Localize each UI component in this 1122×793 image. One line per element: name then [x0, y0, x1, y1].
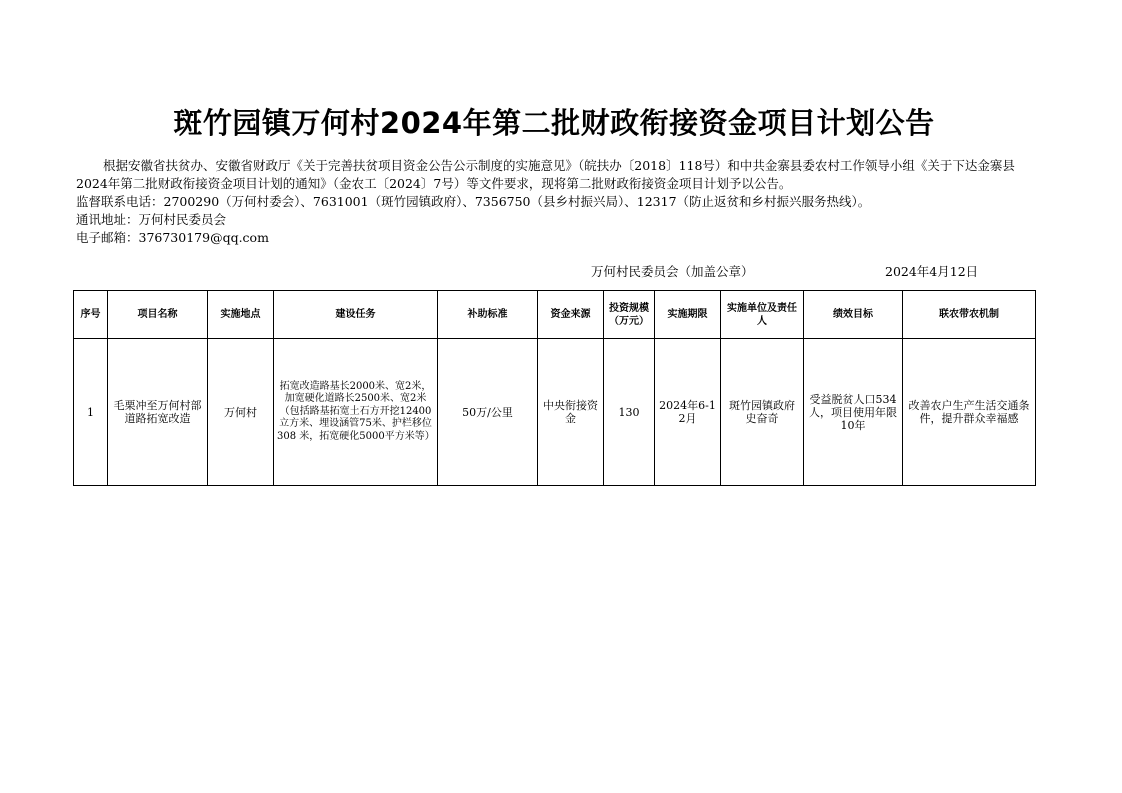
cell-subsidy-standard: 50万/公里: [438, 339, 538, 486]
header-cell: 建设任务: [274, 291, 438, 339]
header-cell: 实施地点: [208, 291, 274, 339]
cell-performance-goal: 受益脱贫人口534人，项目使用年限10年: [804, 339, 903, 486]
intro-paragraph: 根据安徽省扶贫办、安徽省财政厅《关于完善扶贫项目资金公告公示制度的实施意见》（皖扶办〔2018〕118号）和中共金寨县委农村工作领导小组《关于下达金寨县2024年第二批财政衔接资金项目计划的通知》（金农工〔2024〕7号）等文件要求，现将第二批财政衔接资金项目计划予以公告。: [76, 158, 1015, 191]
signature-org: 万何村民委员会（加盖公章）: [591, 264, 754, 279]
page-title: 斑竹园镇万何村2024年第二批财政衔接资金项目计划公告: [173, 106, 935, 140]
table-header-row: [74, 291, 1036, 339]
project-table: [73, 290, 1036, 486]
table-row: [74, 339, 1036, 486]
cell-investment: 130: [604, 339, 655, 486]
phone-line: 监督联系电话：2700290（万何村委会）、7631001（斑竹园镇政府）、7356750（县乡村振兴局）、12317（防止返贫和乡村振兴服务热线）。: [76, 194, 871, 209]
header-cell: 绩效目标: [804, 291, 903, 339]
cell-fund-source: 中央衔接资金: [538, 339, 604, 486]
cell-location: 万何村: [208, 339, 274, 486]
address-line: 通讯地址：万何村民委员会: [76, 212, 227, 227]
signature-date: 2024年4月12日: [885, 264, 979, 279]
header-cell: 序号: [74, 291, 108, 339]
header-cell: 补助标准: [438, 291, 538, 339]
announcement-body: [76, 157, 1036, 247]
cell-construction-task: 拓宽改造路基长2000米、宽2米，加宽硬化道路长2500米、宽2米（包括路基拓宽土石方开挖12400立方米、埋设涵管75米、护栏移位308 米，拓宽硬化5000平方米等）: [274, 339, 438, 486]
cell-period: 2024年6-12月: [655, 339, 721, 486]
header-cell: 资金来源: [538, 291, 604, 339]
header-cell: 实施单位及责任人: [721, 291, 804, 339]
cell-responsible-unit: 斑竹园镇政府史奋奇: [721, 339, 804, 486]
cell-farmer-mechanism: 改善农户生产生活交通条件，提升群众幸福感: [903, 339, 1036, 486]
cell-index: 1: [74, 339, 108, 486]
header-cell: 实施期限: [655, 291, 721, 339]
header-cell: 项目名称: [108, 291, 208, 339]
cell-project-name: 毛栗冲至万何村部道路拓宽改造: [108, 339, 208, 486]
header-cell: 联农带农机制: [903, 291, 1036, 339]
email-line: 电子邮箱：376730179@qq.com: [76, 230, 269, 245]
header-cell: 投资规模（万元）: [604, 291, 655, 339]
